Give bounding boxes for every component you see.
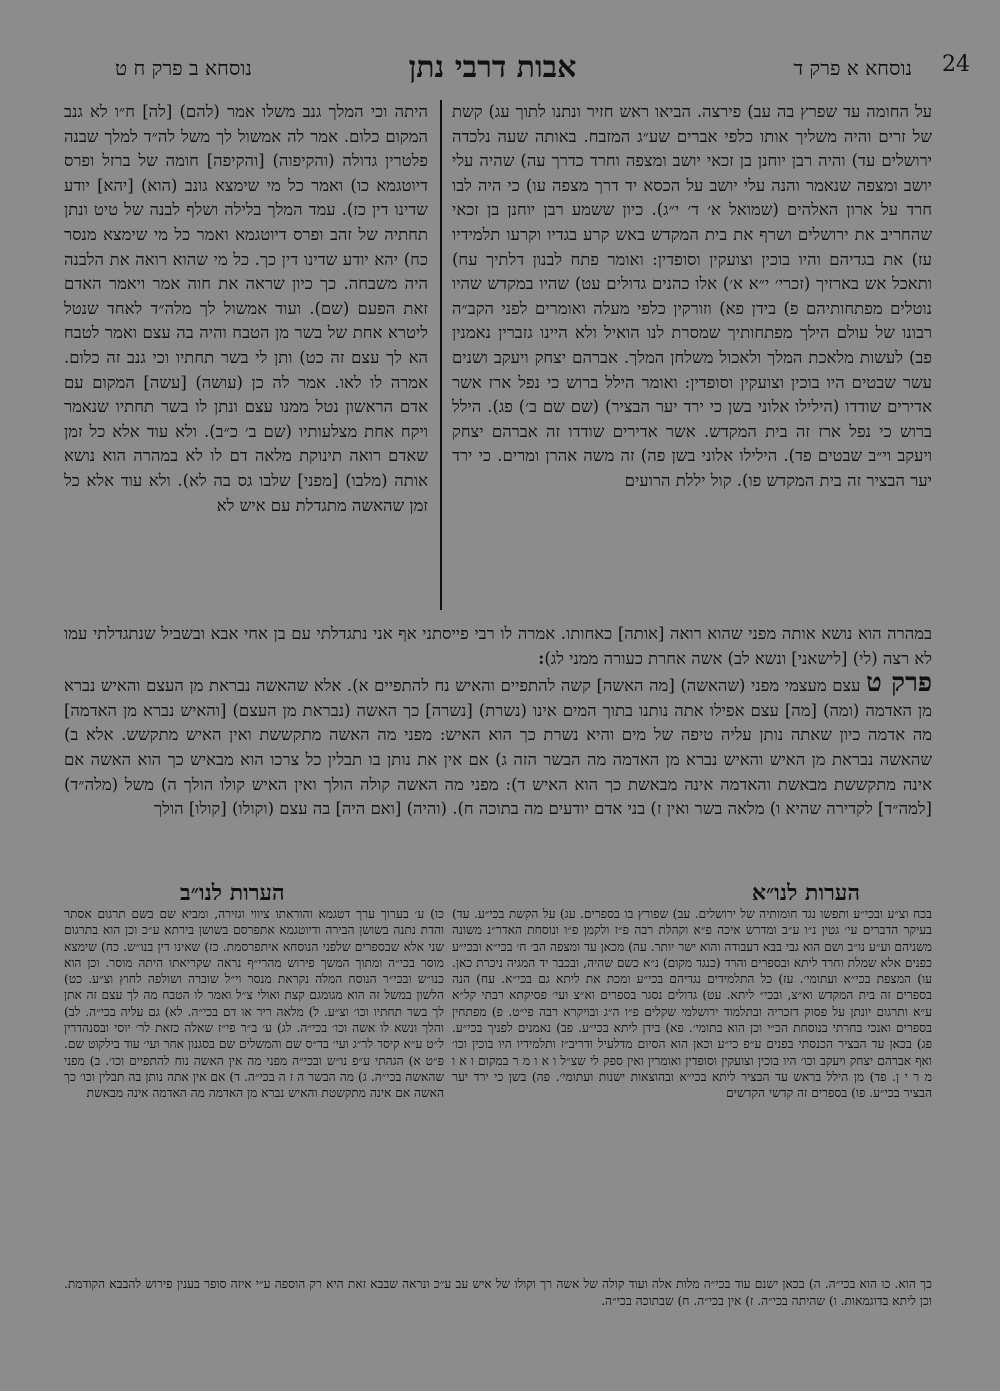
notes-column-left: כו) ע׳ בערוך ערך דטגמא והוראתו ציווי וגזירה, ומביא שם בשם תרגום אסתר והדת נתנה בשושן הבירה ודיוטגמא אתפרסם בשושן בירתא ע״כ וכן הוא בתרגום שני אלא שבספרים שלפני הנוסחא איתפרסמת. כז) שאינו דין בנו״ש. כח) שימצא מוסר בכי״ה ומתוך המשך פירוש מהרי״ף נראה שקריאתו היתה מוסר. וכן הוא כנו״ש ובכי״ר הנוסח המלה נקראת מנסר וי״ל שוברה ושולפה לחוץ וצ״ע. כט) הלשון במשל זה הוא מגומגם קצת ואולי צ״ל ואמר לו הטבח מה לך עצם זה אתן לך בשר תחתיו וכו׳ וצ״ע. ל) מלאה ריר או דם בכי״ה. לא) גם עליה בכי״ה. לב) והלך ונשא לו אשה וכו׳ בכי״ה. לג) ע׳ ב״ר פי״ז שאלה כזאת לר׳ יוסי ובסנהדרין ל״ט ע״א קיסר לר״ג ועי׳ בד״ס שם והמשלים שם בסגנון אחר ועי׳ עוד בילקוט שם. פ״ט א) הגהתי ע״פ נו״ש ובכי״ה מפני מה אין האשה נוח להתפיים וכו׳. ב) מפני שהאשה בכי״ה. ג) מה הבשר ה ז ה בכי״ה. ד) אם אין אתה נותן בה תבלין וכו׳ כך האשה אם אינה מתקשטת והאיש נברא מן האדמה מה האדמה אינה מבאשת <box>64 907 444 1101</box>
notes-title-left: הערות לנו״ב <box>180 880 285 906</box>
chapter-label: פרק ט <box>866 668 932 699</box>
page-number: 24 <box>942 52 970 77</box>
notes-title-right: הערות לנו״א <box>751 880 860 906</box>
header-left-title: נוסחא ב פרק ח ט <box>115 56 252 80</box>
header-right-title: נוסחא א פרק ד <box>793 56 912 80</box>
section-end-mark: : <box>538 648 545 668</box>
notes-bottom: כך הוא. כו הוא בכי״ה. ה) בכאן ישנם עוד בכי״ה מלות אלה ועוד קולה של אשה רך וקולו של איש עב ע״כ ונראה שבבא זאת היא רק הוספה ע״י איזה סופר בענין פירוש להבבא הקודמת. וכן ליתא בדוגמאות. ו) שהיתה בכי״ה. ז) אין בכי״ה. ח) שבתוכה בכי״ה. <box>64 1277 932 1308</box>
text-column-left: היתה וכי המלך גנב משלו אמר (להם) [לה] ח״ו לא גנב המקום כלום. אמר לה אמשול לך משל לה״ד למלך שבנה פלטרין גדולה (והקיפוה) [והקיפה] חומה של ברזל ופרס דיוטגמא כו) ואמר כל מי שימצא גונב (הוא) [יהא] יודע שדינו דין כז). עמד המלך בלילה ושלף לבנה של טיט ונתן תחתיה של זהב ופרס דיוטגמא ואמר כל מי שימצא מנסר כח) יהא יודע שדינו דין כך. כל מי שהוא רואה את הלבנה היה משבחה. כך כיון שראה את חוה אמר ויאמר האדם זאת הפעם (שם). ועוד אמשול לך מלה״ד לאחד שנטל ליטרא אחת של בשר מן הטבח והיה בה עצם ואמר לטבח הא לך עצם זה כט) ותן לי בשר תחתיו וכי גנב זה כלום. אמרה לו לאו. אמר לה כן (עושה) [עשה] המקום עם אדם הראשון נטל ממנו עצם ונתן לו בשר תחתיו שנאמר ויקח אחת מצלעותיו (שם ב׳ כ״ב). ולא עוד אלא כל זמן שאדם רואה תינוקת מלאה דם לו לא במהרה הוא נושא אותה (מלבו) [מפני] שלבו גס בה לא). ולא עוד אלא כל זמן שהאשה מתגדלת עם איש לא <box>64 102 428 515</box>
header-center-title: אבות דרבי נתן <box>408 50 577 85</box>
full-width-text <box>64 622 932 864</box>
full-text-intro: במהרה הוא נושא אותה מפני שהוא רואה [אותה] כאחותו. אמרה לו רבי פייסתני אף אני נתגדלתי עם בן אחי אבא ובשביל שנתגדלתי עמו לא רצה (לי) [לישאני] ונשא לב) אשה אחרת כעורה ממני לג) <box>64 624 932 668</box>
chapter-body: עצם מעצמי מפני (שהאשה) [מה האשה] קשה להתפיים והאיש נח להתפיים א). אלא שהאשה נבראת מן העצם והאיש נברא מן האדמה (ומה) [מה] עצם אפילו אתה נותנו בתוך המים אינו (נשרת) [נשרה] כך האשה (נבראת מן העצם) [והאיש נברא מן האדמה] מה אדמה כיון שאתה נותן עליה טיפה של מים והיא נשרת כך הוא האיש: מפני מה האשה מתקששת ואין האיש מתקשש. אלא ב) שהאשה נבראת מן האיש והאיש נברא מן האדמה מה הבשר הזה ג) אם אין את נותן בו תבלין כל צרכו הוא מבאיש כך הוא האשה אם אינה מתקששת מבאשת והאדמה אינה מבאשת כך הוא האיש ד): מפני מה האשה קולה הולך ואין האיש קולו הולך ה) משל (מלה״ד) [למה״ד] לקדירה שהיא ו) מלאה בשר ואין ז) בני אדם יודעים מה בתוכה ח). (והיה) [ואם היה] בה עצם (וקולו) [קולו] הולך <box>64 676 932 819</box>
column-divider <box>440 100 442 610</box>
notes-column-right: בכח וצ״ע ובכי״ע ותפשו נגד חומותיה של ירושלים. עב) שפורץ בו בספרים. עג) על הקשת בכי״ע. עד) בעיקר הדברים עי׳ גטין נ״ו ע״ב ומדרש איכה פ״א וקהלת רבה פ״ז ולקמן פ״ו ונוסחת האדר״נ משונה משניהם וע״ע נו״ב ושם הוא גבי בבא דעבודה והוא ישר יותר. עה) מכאן עד ומצפה הב׳ ח׳ בכי״א ובכי״ע כפנים אלא שמלת וחרד ליתא ובספרים והרד (כנגד מקום) נ״א כשם שהיה, ובכבר יד המגיה ניכרת כאן. עו) המצפת בכי״א ועתומי׳. עז) כל התלמידים נגדיהם בכי״ע ומכת את ליתא גם בכי״א. עח) הנה בספרים זה בית המקדש וא״צ, ובכי״ ליתא. עט) גדולים נסגר בספרים וא״צ ועי׳ פסיקתא רבתי קל״א ע״א ותרגום יונתן על פסוק דזכריה ובתלמוד ירושלמי שקלים פ״ו ה״ג ובויקרא רבה פי״ט. פ) מפתחין בספרים ואנכי בחרתי בנוסחת הכ״י וכן הוא בתומי׳. פא) בידן ליתא בכי״ע. פב) נאמנים לפניך בכי״ע. פג) בכאן עד הבציר הכנסתי בפנים ע״פ כי״ע וכאן הוא הסיום מדלעיל ודריב״ז ותלמידיו היו בוכין וכו׳ ואף אברהם יצחק ויעקב וכו׳ היו בוכין וצועקין וסופדין ואומרין ואין ספק לי שצ״ל ו א ו מ ר במקום ו א ו מ ר י ן. פד) מן הילל בראש עד הבציר ליתא בכי״א ובהוצאות ישנות ועתומי׳. פה) בשן כי ירד יער הבציר בכי״ע. פו) בספרים זה קדשי הקדשים <box>452 907 932 1101</box>
text-column-right: על החומה עד שפרץ בה עב) פירצה. הביאו ראש חזיר ונתנו לתוך עג) קשת של זרים והיה משליך אותו כלפי אברים שע״ג המזבח. באותה שעה נלכדה ירושלים עד) והיה רבן יוחנן בן זכאי יושב ומצפה וחרד כדרך עה) שהיה עלי יושב ומצפה שנאמר והנה עלי יושב על הכסא יד דרך מצפה עו) כי היה לבו חרד על ארון האלהים (שמואל א׳ ד׳ י״ג). כיון ששמע רבן יוחנן בן זכאי שהחריב את ירושלים ושרף את בית המקדש באש קרע בגדיו וקרעו תלמידיו עז) את בגדיהם והיו בוכין וצועקין וסופדין: ואומר פתח לבנון דלתיך עח) ותאכל אש בארזיך (זכרי׳ י״א א׳) אלו כהנים גדולים עט) שהיו במקדש שהיו נוטלים מפתחותיהם פ) בידן פא) וזורקין כלפי מעלה ואומרים לפני הקב״ה רבונו של עולם הילך מפתחותיך שמסרת לנו הואיל ולא היינו גזברין נאמנין פב) לעשות מלאכת המלך ולאכול משלחן המלך. אברהם יצחק ויעקב ושנים עשר שבטים היו בוכין וצועקין וסופדין: ואומר הילל ברוש כי נפל ארז אשר אדירים שודדו (הילילו אלוני בשן כי ירד יער הבציר) (שם שם ב׳) פג). הילל ברוש כי נפל ארז זה בית המקדש. אשר אדירים שודדו זה אברהם יצחק ויעקב וי״ב שבטים פד). הילילו אלוני בשן פה) זה משה אהרן ומרים. כי ירד יער הבציר זה בית המקדש פו). קול יללת הרועים <box>452 102 932 490</box>
page-header <box>55 50 970 94</box>
